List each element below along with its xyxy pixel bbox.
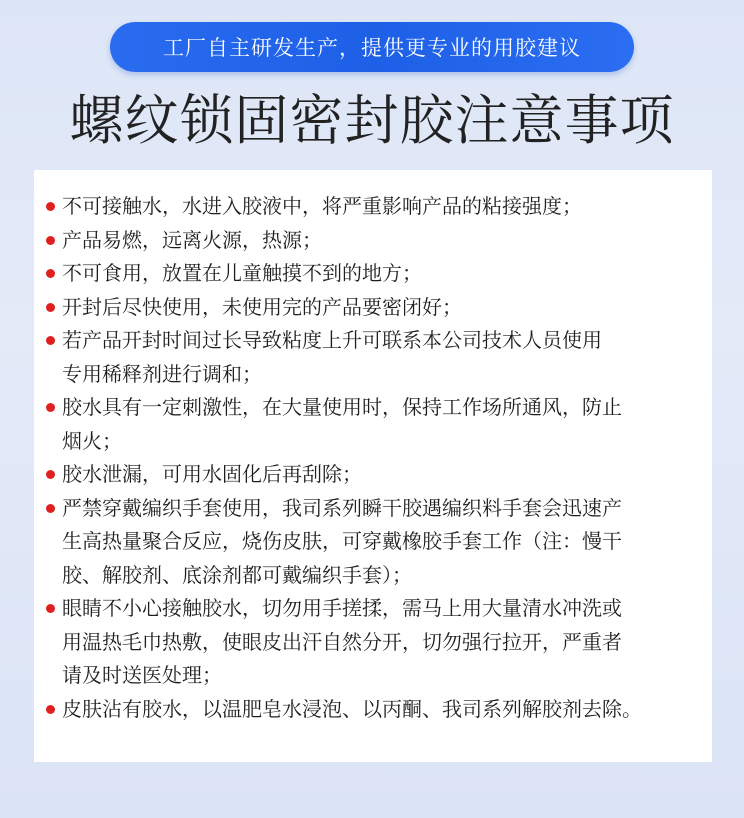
slogan-banner: [110, 22, 634, 72]
bullet-dot-icon: [46, 403, 55, 412]
list-item: [44, 492, 708, 593]
notes-card: [34, 170, 712, 762]
note-text: 严禁穿戴编织手套使用，我司系列瞬干胶遇编织料手套会迅速产 生高热量聚合反应，烧伤皮肤，可穿戴橡胶手套工作（注：慢干 胶、解胶剂、底涂剂都可戴编织手套）；: [62, 495, 622, 587]
list-item: [44, 190, 708, 224]
note-text: 胶水具有一定刺激性，在大量使用时，保持工作场所通风，防止 烟火；: [62, 395, 622, 453]
note-text: 眼睛不小心接触胶水，切勿用手搓揉，需马上用大量清水冲洗或 用温热毛巾热敷，使眼皮出汗自然分开，切勿强行拉开，严重者 请及时送医处理；: [62, 596, 622, 687]
note-text: 不可接触水，水进入胶液中，将严重影响产品的粘接强度；: [62, 194, 582, 218]
bullet-dot-icon: [46, 236, 55, 245]
list-item: [44, 391, 708, 458]
note-text: 皮肤沾有胶水，以温肥皂水浸泡、以丙酮、我司系列解胶剂去除。: [62, 696, 642, 721]
note-text: 开封后尽快使用，未使用完的产品要密闭好；: [62, 294, 462, 319]
bullet-dot-icon: [46, 303, 55, 312]
notes-list: [44, 190, 708, 726]
bullet-dot-icon: [46, 504, 55, 513]
bullet-dot-icon: [46, 202, 55, 211]
list-item: [44, 592, 708, 693]
note-text: 若产品开封时间过长导致粘度上升可联系本公司技术人员使用 专用稀释剂进行调和；: [62, 328, 602, 386]
bullet-dot-icon: [46, 604, 55, 613]
bullet-dot-icon: [46, 269, 55, 278]
list-item: [44, 224, 708, 258]
note-text: 产品易燃，远离火源，热源；: [62, 227, 322, 252]
bullet-dot-icon: [46, 336, 55, 345]
slogan-text: 工厂自主研发生产，提供更专业的用胶建议: [163, 36, 581, 60]
list-item: [44, 291, 708, 325]
list-item: [44, 693, 708, 727]
note-text: 不可食用，放置在儿童触摸不到的地方；: [62, 261, 422, 285]
note-text: 胶水泄漏，可用水固化后再刮除；: [62, 462, 362, 486]
list-item: [44, 324, 708, 391]
page-title: 螺纹锁固密封胶注意事项: [69, 89, 675, 152]
list-item: [44, 458, 708, 492]
bullet-dot-icon: [46, 470, 55, 479]
list-item: [44, 257, 708, 291]
bullet-dot-icon: [46, 705, 55, 714]
